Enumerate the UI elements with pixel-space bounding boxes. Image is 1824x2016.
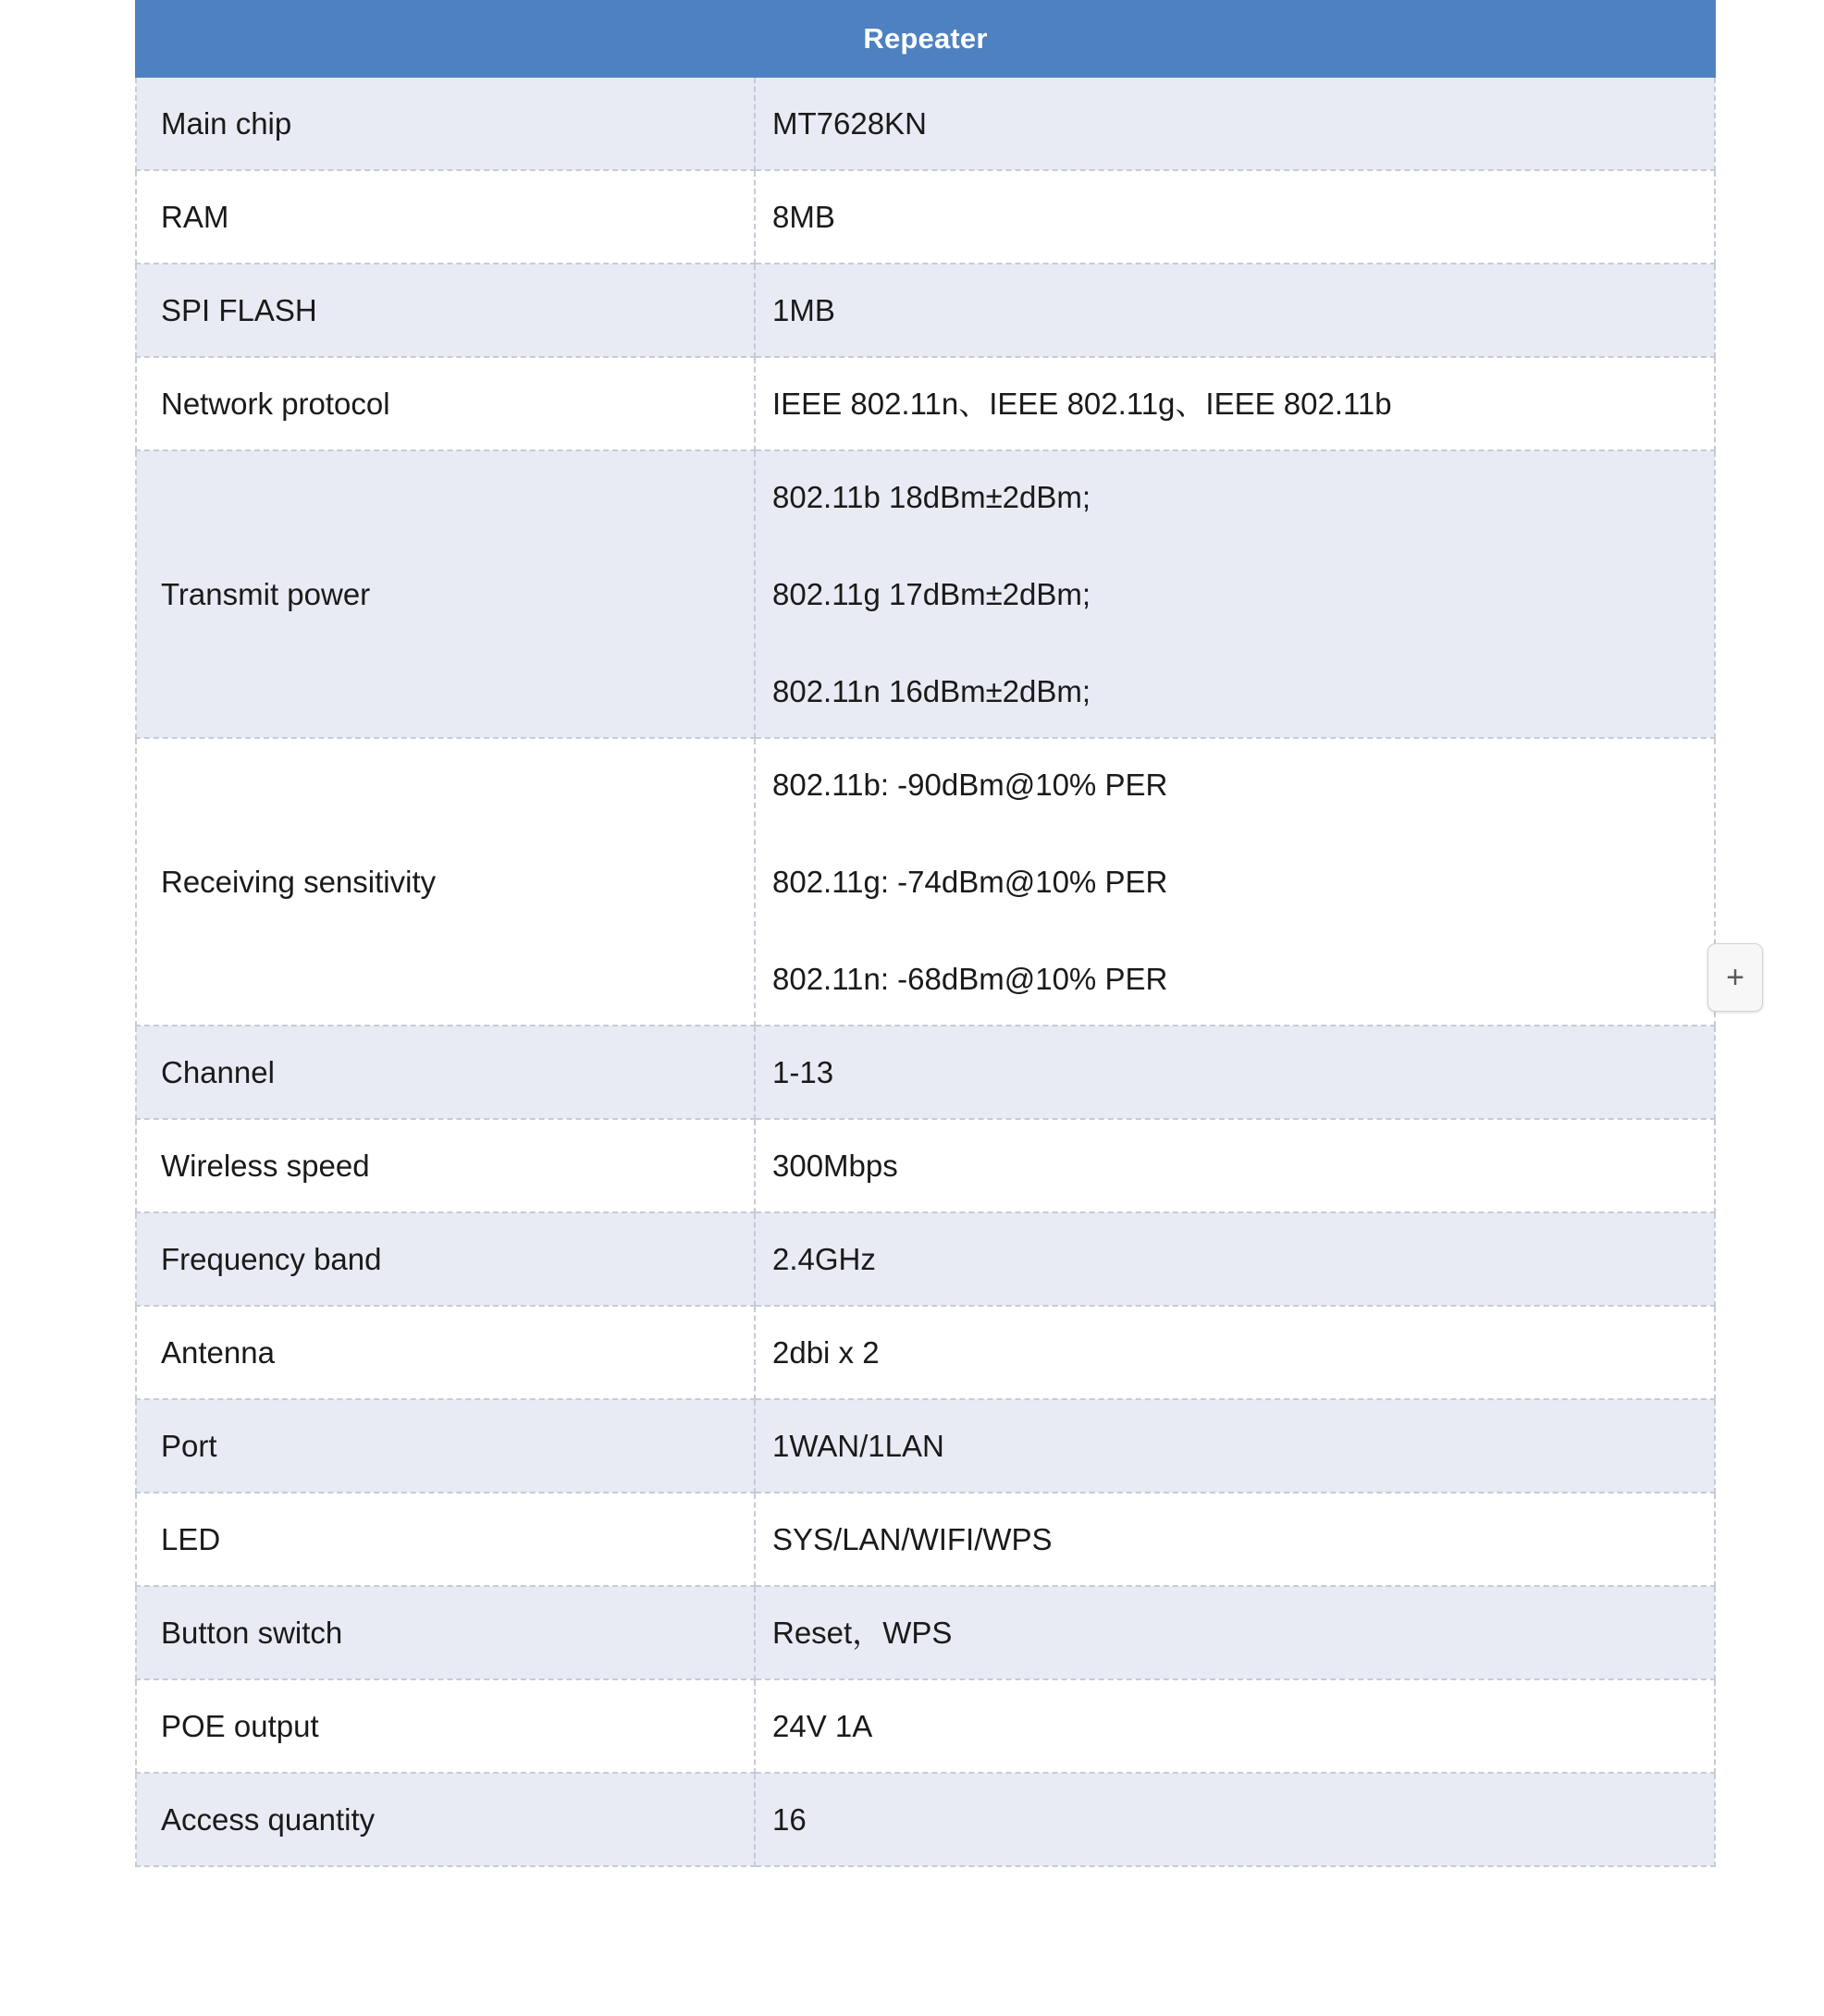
spec-value-cell [755, 264, 1715, 357]
table-row [136, 357, 1715, 450]
specifications-table [135, 78, 1716, 1867]
spec-value-text [772, 169, 1714, 264]
table-row [136, 1306, 1715, 1399]
spec-label-text: Channel [161, 1055, 275, 1089]
spec-label-text: LED [161, 1522, 221, 1556]
add-button[interactable] [1707, 943, 1763, 1012]
spec-value-text [772, 1678, 1714, 1774]
spec-label-cell [136, 1212, 755, 1306]
table-row [136, 1586, 1715, 1679]
spec-value-text [772, 1585, 1714, 1680]
spec-label-cell [136, 1679, 755, 1773]
spec-value-line: 8MB [772, 200, 835, 234]
spec-value-line: 16 [772, 1802, 807, 1837]
spec-label-cell [136, 1586, 755, 1679]
table-row [136, 1212, 1715, 1306]
spec-value-line: 300Mbps [772, 1149, 898, 1183]
spec-label-text: Button switch [161, 1616, 343, 1650]
table-row [136, 450, 1715, 738]
spec-label-text: POE output [161, 1709, 319, 1743]
spec-label-text: SPI FLASH [161, 293, 317, 327]
spec-value-cell [755, 1399, 1715, 1493]
spec-value-cell [755, 78, 1715, 170]
spec-label-text: Antenna [161, 1335, 275, 1370]
spec-value-cell [755, 357, 1715, 450]
spec-value-cell [755, 170, 1715, 264]
spec-label-cell [136, 78, 755, 170]
spec-label-text: Access quantity [161, 1802, 376, 1837]
spec-value-text [772, 1772, 1714, 1867]
specification-sheet [135, 0, 1716, 1867]
table-row [136, 1679, 1715, 1773]
spec-value-line: 1MB [772, 293, 835, 327]
spec-value-text [772, 76, 1714, 171]
plus-icon: + [1726, 960, 1744, 995]
spec-label-text: RAM [161, 200, 229, 234]
spec-value-line: 802.11g 17dBm±2dBm; [772, 577, 1091, 611]
spec-value-line: 24V 1A [772, 1709, 873, 1743]
spec-label-text: Wireless speed [161, 1149, 370, 1183]
spec-value-line: 2.4GHz [772, 1242, 876, 1276]
spec-value-text [772, 1118, 1714, 1213]
spec-value-cell [755, 1026, 1715, 1119]
spec-label-text: Receiving sensitivity [161, 865, 437, 899]
spec-value-line: 802.11g: -74dBm@10% PER [772, 865, 1168, 899]
spec-label-cell [136, 264, 755, 357]
spec-value-line: 802.11n 16dBm±2dBm; [772, 674, 1091, 708]
spec-value-text [772, 737, 1714, 1026]
spec-label-text: Network protocol [161, 387, 390, 421]
spec-label-cell [136, 450, 755, 738]
spec-label-cell [136, 1773, 755, 1866]
table-row [136, 1399, 1715, 1493]
spec-label-cell [136, 1026, 755, 1119]
spec-label-text: Port [161, 1429, 217, 1463]
spec-label-cell [136, 738, 755, 1026]
table-header-title: Repeater [135, 0, 1716, 78]
spec-value-text [772, 356, 1714, 451]
spec-value-text [772, 449, 1714, 739]
spec-label-text: Transmit power [161, 577, 371, 611]
spec-value-line: 802.11n: -68dBm@10% PER [772, 962, 1168, 996]
spec-label-text: Main chip [161, 106, 292, 141]
spec-value-text [772, 1211, 1714, 1307]
spec-value-text [772, 1025, 1714, 1120]
spec-label-text: Frequency band [161, 1242, 382, 1276]
spec-value-line: IEEE 802.11n、IEEE 802.11g、IEEE 802.11b [772, 387, 1392, 421]
table-row [136, 738, 1715, 1026]
spec-value-line: MT7628KN [772, 106, 927, 141]
specifications-table-body [136, 78, 1715, 1866]
spec-label-cell [136, 170, 755, 264]
spec-value-line: 2dbi x 2 [772, 1335, 880, 1370]
spec-value-cell [755, 1679, 1715, 1773]
spec-label-cell [136, 1306, 755, 1399]
spec-label-cell [136, 357, 755, 450]
spec-value-cell [755, 450, 1715, 738]
spec-value-line: 802.11b 18dBm±2dBm; [772, 480, 1091, 514]
spec-value-text [772, 1492, 1714, 1587]
spec-value-cell [755, 1493, 1715, 1586]
table-row [136, 264, 1715, 357]
spec-value-cell [755, 1773, 1715, 1866]
table-row [136, 170, 1715, 264]
table-row [136, 1119, 1715, 1212]
spec-label-cell [136, 1119, 755, 1212]
spec-value-cell [755, 1586, 1715, 1679]
spec-label-cell [136, 1399, 755, 1493]
spec-label-cell [136, 1493, 755, 1586]
spec-value-line: SYS/LAN/WIFI/WPS [772, 1522, 1053, 1556]
table-row [136, 1026, 1715, 1119]
spec-value-line: 802.11b: -90dBm@10% PER [772, 768, 1168, 802]
spec-value-line: 1-13 [772, 1055, 834, 1089]
spec-value-cell [755, 738, 1715, 1026]
spec-value-cell [755, 1119, 1715, 1212]
spec-value-cell [755, 1306, 1715, 1399]
spec-value-line: 1WAN/1LAN [772, 1429, 944, 1463]
table-row [136, 1493, 1715, 1586]
spec-value-text [772, 1398, 1714, 1494]
spec-value-text [772, 1305, 1714, 1400]
spec-value-line: Reset，WPS [772, 1616, 953, 1650]
table-row [136, 1773, 1715, 1866]
table-row [136, 78, 1715, 170]
spec-value-cell [755, 1212, 1715, 1306]
spec-value-text [772, 263, 1714, 358]
